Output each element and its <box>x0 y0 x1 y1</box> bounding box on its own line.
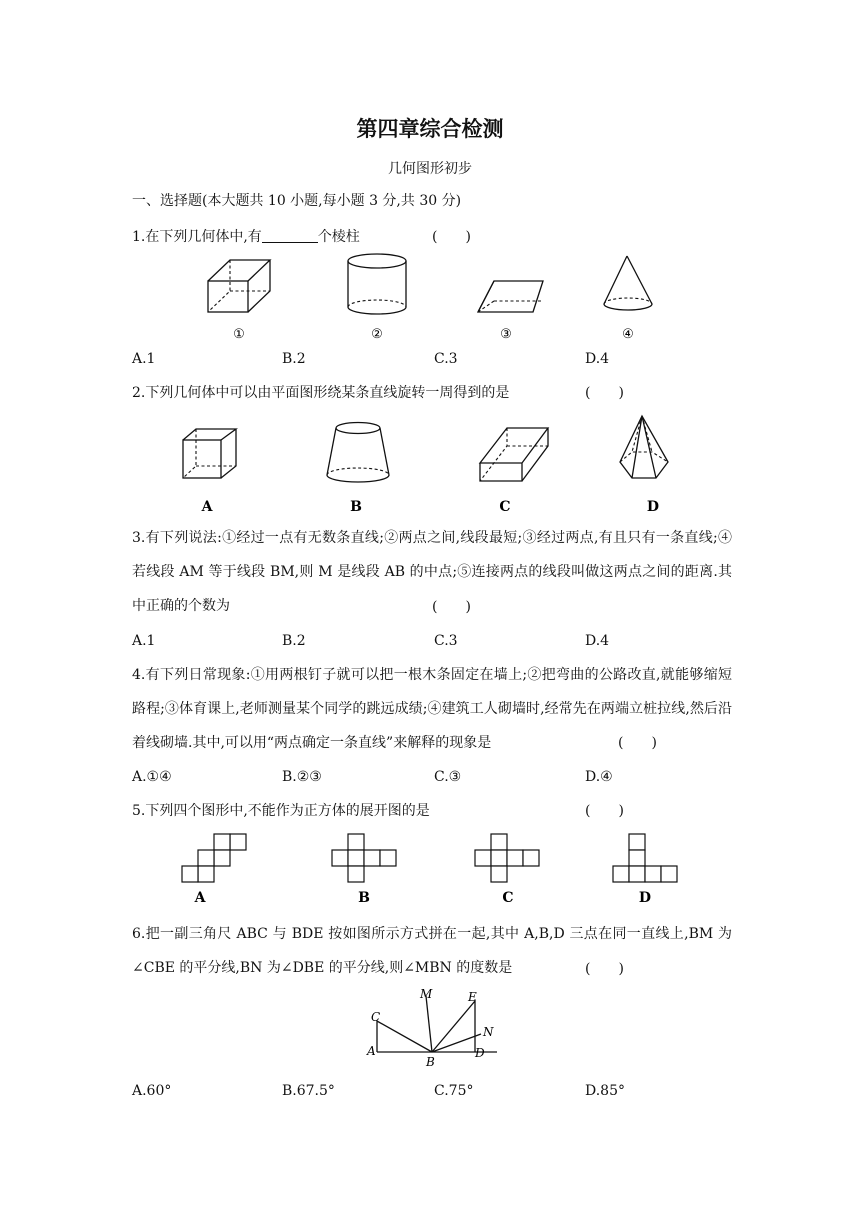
figure-label: ② <box>371 327 383 342</box>
pyramid-solid <box>620 416 668 478</box>
answer-paren[interactable]: ( ) <box>585 385 624 401</box>
option-a[interactable]: A.①④ <box>132 769 172 785</box>
option-a[interactable]: A.60° <box>132 1083 172 1099</box>
option-d[interactable]: D.4 <box>585 351 610 367</box>
figure-label: C <box>499 499 511 515</box>
question-5-stem: 5.下列四个图形中,不能作为正方体的展开图的是 <box>132 803 430 819</box>
cube-net <box>182 834 246 882</box>
option-c[interactable]: C.③ <box>434 769 462 785</box>
cube-net <box>332 834 396 882</box>
section-heading: 一、选择题(本大题共 10 小题,每小题 3 分,共 30 分) <box>132 193 462 209</box>
cube-solid <box>208 260 270 312</box>
answer-blank[interactable] <box>262 228 318 243</box>
question-1-stem <box>132 228 360 246</box>
figure-label: ① <box>233 327 245 342</box>
answer-paren[interactable]: ( ) <box>585 961 624 977</box>
figure-label: A <box>201 499 213 515</box>
figure-label: B <box>358 890 370 906</box>
option-c[interactable]: C.75° <box>434 1083 474 1099</box>
answer-paren[interactable]: ( ) <box>618 735 657 751</box>
figure-label: ④ <box>622 327 634 342</box>
point-label: C <box>371 1010 381 1024</box>
prism-solid <box>480 428 548 481</box>
question-5-nets <box>0 828 860 908</box>
answer-paren[interactable]: ( ) <box>585 803 624 819</box>
question-2-figures <box>0 410 860 520</box>
page-subtitle: 几何图形初步 <box>388 161 472 177</box>
point-label: E <box>468 990 477 1004</box>
point-label: N <box>483 1025 494 1039</box>
figure-label: A <box>194 890 206 906</box>
cone-solid <box>604 256 652 310</box>
figure-label: D <box>646 499 660 515</box>
figure-label: ③ <box>500 327 512 342</box>
figure-label: C <box>502 890 514 906</box>
option-b[interactable]: B.②③ <box>282 769 322 785</box>
question-6-text: 6.把一副三角尺 ABC 与 BDE 按如图所示方式拼在一起,其中 A,B,D 三点在同一直线上,BM 为∠CBE 的平分线,BN 为∠DBE 的平分线,则∠MBN 的度数是 <box>132 926 732 976</box>
figure-label: D <box>638 890 652 906</box>
option-b[interactable]: B.2 <box>282 351 306 367</box>
cube-net <box>475 834 539 882</box>
option-b[interactable]: B.2 <box>282 633 306 649</box>
option-d[interactable]: D.④ <box>585 769 613 785</box>
point-label: D <box>475 1046 485 1060</box>
question-2-stem: 2.下列几何体中可以由平面图形绕某条直线旋转一周得到的是 <box>132 385 510 401</box>
answer-paren[interactable]: ( ) <box>432 599 471 615</box>
option-d[interactable]: D.85° <box>585 1083 625 1099</box>
option-b[interactable]: B.67.5° <box>282 1083 335 1099</box>
option-c[interactable]: C.3 <box>434 633 458 649</box>
question-1-figures <box>0 248 860 348</box>
cylinder-solid <box>348 254 406 314</box>
option-d[interactable]: D.4 <box>585 633 610 649</box>
point-label: M <box>420 987 433 1001</box>
option-c[interactable]: C.3 <box>434 351 458 367</box>
question-6-stem <box>132 917 732 985</box>
question-3-text: 3.有下列说法:①经过一点有无数条直线;②两点之间,线段最短;③经过两点,有且只有一条直线;④若线段 AM 等于线段 BM,则 M 是线段 AB 的中点;⑤连接两点的线段叫做这两点之间的距离.其中正确的个数为 <box>132 530 732 614</box>
question-4-text: 4.有下列日常现象:①用两根钉子就可以把一根木条固定在墙上;②把弯曲的公路改直,就能够缩短路程;③体育课上,老师测量某个同学的跳远成绩;④建筑工人砌墙时,经常先在两端立桩拉线,然后沿着线砌墙.其中,可以用“两点确定一条直线”来解释的现象是 <box>132 667 732 751</box>
option-a[interactable]: A.1 <box>132 351 156 367</box>
page-title: 第四章综合检测 <box>356 117 504 141</box>
option-a[interactable]: A.1 <box>132 633 156 649</box>
triangle-rulers-figure <box>0 984 860 1074</box>
point-label: A <box>367 1044 376 1058</box>
question-1-text-before: 1.在下列几何体中,有 <box>132 229 262 245</box>
answer-paren[interactable]: ( ) <box>432 229 471 245</box>
question-1-text-after: 个棱柱 <box>317 229 360 245</box>
cube-solid <box>183 429 236 478</box>
figure-label: B <box>350 499 362 515</box>
point-label: B <box>426 1055 435 1069</box>
triangular-prism-solid <box>478 281 543 312</box>
cube-net <box>613 834 677 882</box>
frustum-solid <box>327 423 389 483</box>
